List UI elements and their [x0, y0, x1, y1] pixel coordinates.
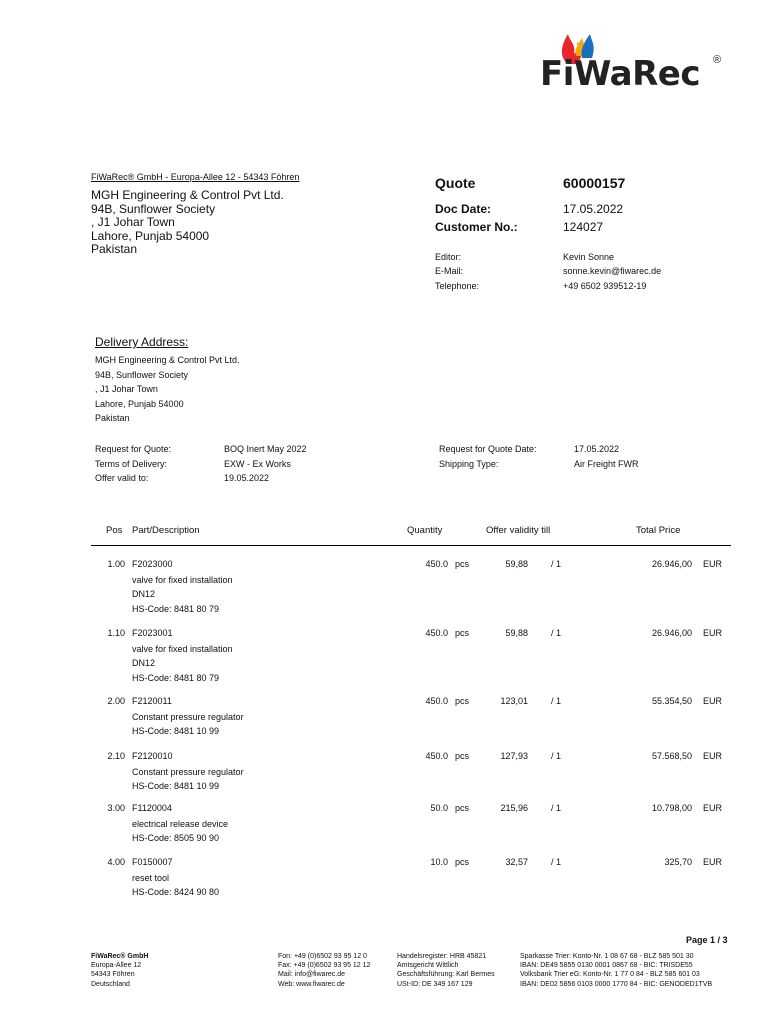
footer-line: Deutschland: [91, 980, 130, 988]
item-desc-line: DN12: [132, 589, 156, 600]
item-code: F0150007: [132, 857, 173, 867]
item-price: 59,88: [505, 559, 528, 569]
recipient-line: , J1 Johar Town: [91, 215, 175, 230]
recipient-line: Pakistan: [91, 242, 138, 257]
telephone-number: +49 6502 939512-19: [563, 281, 647, 291]
item-description: [132, 817, 228, 846]
item-desc-line: Constant pressure regulator: [132, 712, 244, 722]
col-header-total: Total Price: [636, 525, 681, 536]
item-per: / 1: [551, 628, 562, 638]
email-link[interactable]: sonne.kevin@fiwarec.de: [563, 266, 662, 276]
shipping-type-label: Shipping Type:: [439, 459, 499, 469]
delivery-line: MGH Engineering & Control Pvt Ltd.: [95, 355, 240, 365]
doc-date: 17.05.2022: [563, 202, 624, 216]
footer-line: Volksbank Trier eG: Konto-Nr. 1 77 0 84 - BLZ 585 601 03: [520, 971, 700, 979]
item-description: [132, 710, 244, 739]
item-price: 59,88: [505, 628, 528, 638]
customer-no-label: Customer No.:: [435, 220, 518, 234]
item-desc-line: valve for fixed installation: [132, 644, 233, 654]
item-pos: 1.10: [107, 628, 125, 638]
item-qty: 450.0: [425, 559, 448, 569]
item-per: / 1: [551, 751, 562, 761]
item-desc-line: reset tool: [132, 873, 170, 883]
offer-valid-label: Offer valid to:: [95, 473, 149, 483]
recipient-line: 94B, Sunflower Society: [91, 201, 216, 216]
shipping-type-value: Air Freight FWR: [574, 459, 639, 469]
footer-line: Web: www.fiwarec.de: [278, 980, 345, 988]
page-number: Page 1 / 3: [686, 935, 728, 945]
item-per: / 1: [551, 803, 562, 813]
item-pos: 2.10: [107, 751, 125, 761]
rfq-date-value: 17.05.2022: [574, 444, 620, 454]
recipient-address: [91, 189, 284, 257]
telephone-label: Telephone:: [435, 281, 480, 291]
quote-number: 60000157: [563, 175, 626, 191]
footer-line: Handelsregister: HRB 45821: [397, 953, 487, 960]
delivery-terms-value: EXW - Ex Works: [224, 459, 291, 469]
item-desc-line: HS-Code: 8481 10 99: [132, 726, 220, 737]
item-qty: 10.0: [430, 857, 448, 867]
rfq-value: BOQ Inert May 2022: [224, 444, 307, 454]
footer-line: FiWaRec® GmbH: [91, 953, 149, 960]
item-desc-line: DN12: [132, 658, 156, 669]
sender-line: FiWaRec® GmbH - Europa-Allee 12 - 54343 Föhren: [91, 172, 300, 182]
item-desc-line: HS-Code: 8424 90 80: [132, 887, 220, 898]
item-pos: 2.00: [107, 696, 125, 706]
footer-contact: [278, 952, 370, 989]
rfq-label: Request for Quote:: [95, 444, 172, 454]
item-total: 55.354,50: [651, 696, 692, 706]
quote-label: Quote: [435, 175, 476, 191]
footer-line: Amtsgericht Wittlich: [397, 962, 459, 970]
item-qty: 450.0: [425, 628, 448, 638]
recipient-line: MGH Engineering & Control Pvt Ltd.: [91, 188, 284, 202]
delivery-terms-label: Terms of Delivery:: [95, 459, 168, 469]
delivery-line: Pakistan: [95, 413, 130, 424]
item-code: F1120004: [132, 803, 172, 813]
item-currency: EUR: [703, 751, 723, 761]
editor-label: Editor:: [435, 252, 462, 262]
item-unit: pcs: [455, 696, 470, 706]
header-divider: [91, 545, 731, 546]
item-unit: pcs: [455, 803, 470, 813]
item-qty: 450.0: [425, 696, 448, 706]
item-currency: EUR: [703, 857, 723, 867]
item-per: / 1: [551, 559, 562, 569]
delivery-line: Lahore, Punjab 54000: [95, 398, 184, 409]
item-qty: 450.0: [425, 751, 448, 761]
logo-registered-mark: ®: [713, 54, 722, 66]
item-pos: 4.00: [107, 857, 125, 867]
item-desc-line: HS-Code: 8481 80 79: [132, 672, 220, 683]
item-desc-line: HS-Code: 8505 90 90: [132, 833, 220, 844]
footer-line: 54343 Föhren: [91, 971, 135, 979]
footer-line: Sparkasse Trier: Konto-Nr. 1 08 67 68 - BLZ 585 501 30: [520, 953, 694, 960]
item-desc-line: valve for fixed installation: [132, 575, 233, 585]
item-pos: 3.00: [107, 803, 125, 813]
item-per: / 1: [551, 696, 562, 706]
item-currency: EUR: [703, 696, 723, 706]
item-unit: pcs: [455, 628, 470, 638]
customer-no: 124027: [563, 220, 604, 234]
footer-line: Geschäftsführung: Karl Bermes: [397, 971, 495, 979]
item-description: [132, 642, 233, 685]
footer-line: IBAN: DE49 5855 0130 0001 0867 68 - BIC: TRISDE55: [520, 962, 693, 970]
item-total: 10.798,00: [651, 803, 692, 813]
item-code: F2120010: [132, 751, 173, 761]
editor-name: Kevin Sonne: [563, 252, 615, 262]
delivery-address: [95, 353, 240, 426]
footer-registry: [397, 952, 495, 989]
footer-line: Fax: +49 (0)6502 93 95 12 12: [278, 962, 371, 970]
item-unit: pcs: [455, 857, 470, 867]
item-desc-line: electrical release device: [132, 819, 229, 829]
recipient-line: Lahore, Punjab 54000: [91, 228, 210, 243]
item-price: 32,57: [505, 857, 528, 867]
delivery-line: , J1 Johar Town: [95, 384, 158, 395]
item-total: 26.946,00: [651, 628, 692, 638]
email-label: E-Mail:: [435, 266, 464, 276]
col-header-pos: Pos: [106, 525, 123, 536]
footer-line: IBAN: DE02 5856 0103 0000 1770 84 - BIC: GENODED1TVB: [520, 980, 713, 988]
col-header-quantity: Quantity: [407, 525, 443, 536]
item-description: [132, 871, 219, 900]
item-desc-line: HS-Code: 8481 10 99: [132, 781, 220, 792]
item-currency: EUR: [703, 559, 723, 569]
item-currency: EUR: [703, 628, 723, 638]
col-header-part: Part/Description: [132, 525, 200, 536]
footer-line: USt-ID: DE 349 167 129: [397, 980, 473, 988]
delivery-address-title: Delivery Address:: [95, 335, 189, 349]
item-unit: pcs: [455, 559, 470, 569]
footer-bank: [520, 952, 712, 989]
item-code: F2120011: [132, 696, 172, 706]
item-total: 26.946,00: [651, 559, 692, 569]
offer-valid-value: 19.05.2022: [224, 473, 270, 483]
item-description: [132, 765, 244, 794]
item-code: F2023000: [132, 559, 173, 569]
company-logo: [530, 28, 730, 98]
item-price: 127,93: [500, 751, 528, 761]
footer-line: Mail: info@fiwarec.de: [278, 971, 346, 979]
footer-line: Fon: +49 (0)6502 93 95 12 0: [278, 953, 367, 960]
item-pos: 1.00: [107, 559, 125, 569]
item-description: [132, 573, 233, 616]
item-desc-line: HS-Code: 8481 80 79: [132, 603, 220, 614]
item-desc-line: Constant pressure regulator: [132, 767, 244, 777]
item-price: 123,01: [500, 696, 528, 706]
item-qty: 50.0: [430, 803, 448, 813]
doc-date-label: Doc Date:: [435, 202, 492, 216]
item-currency: EUR: [703, 803, 723, 813]
item-code: F2023001: [132, 628, 173, 638]
logo-wordmark: FiWaRec: [540, 54, 701, 94]
footer-company: [91, 952, 148, 989]
footer-line: Europa-Allee 12: [91, 962, 142, 970]
item-total: 325,70: [664, 857, 692, 867]
col-header-validity: Offer validity till: [486, 525, 551, 536]
item-total: 57.568,50: [651, 751, 692, 761]
rfq-date-label: Request for Quote Date:: [439, 444, 537, 454]
item-per: / 1: [551, 857, 562, 867]
item-price: 215,96: [500, 803, 528, 813]
delivery-line: 94B, Sunflower Society: [95, 369, 189, 380]
item-unit: pcs: [455, 751, 470, 761]
